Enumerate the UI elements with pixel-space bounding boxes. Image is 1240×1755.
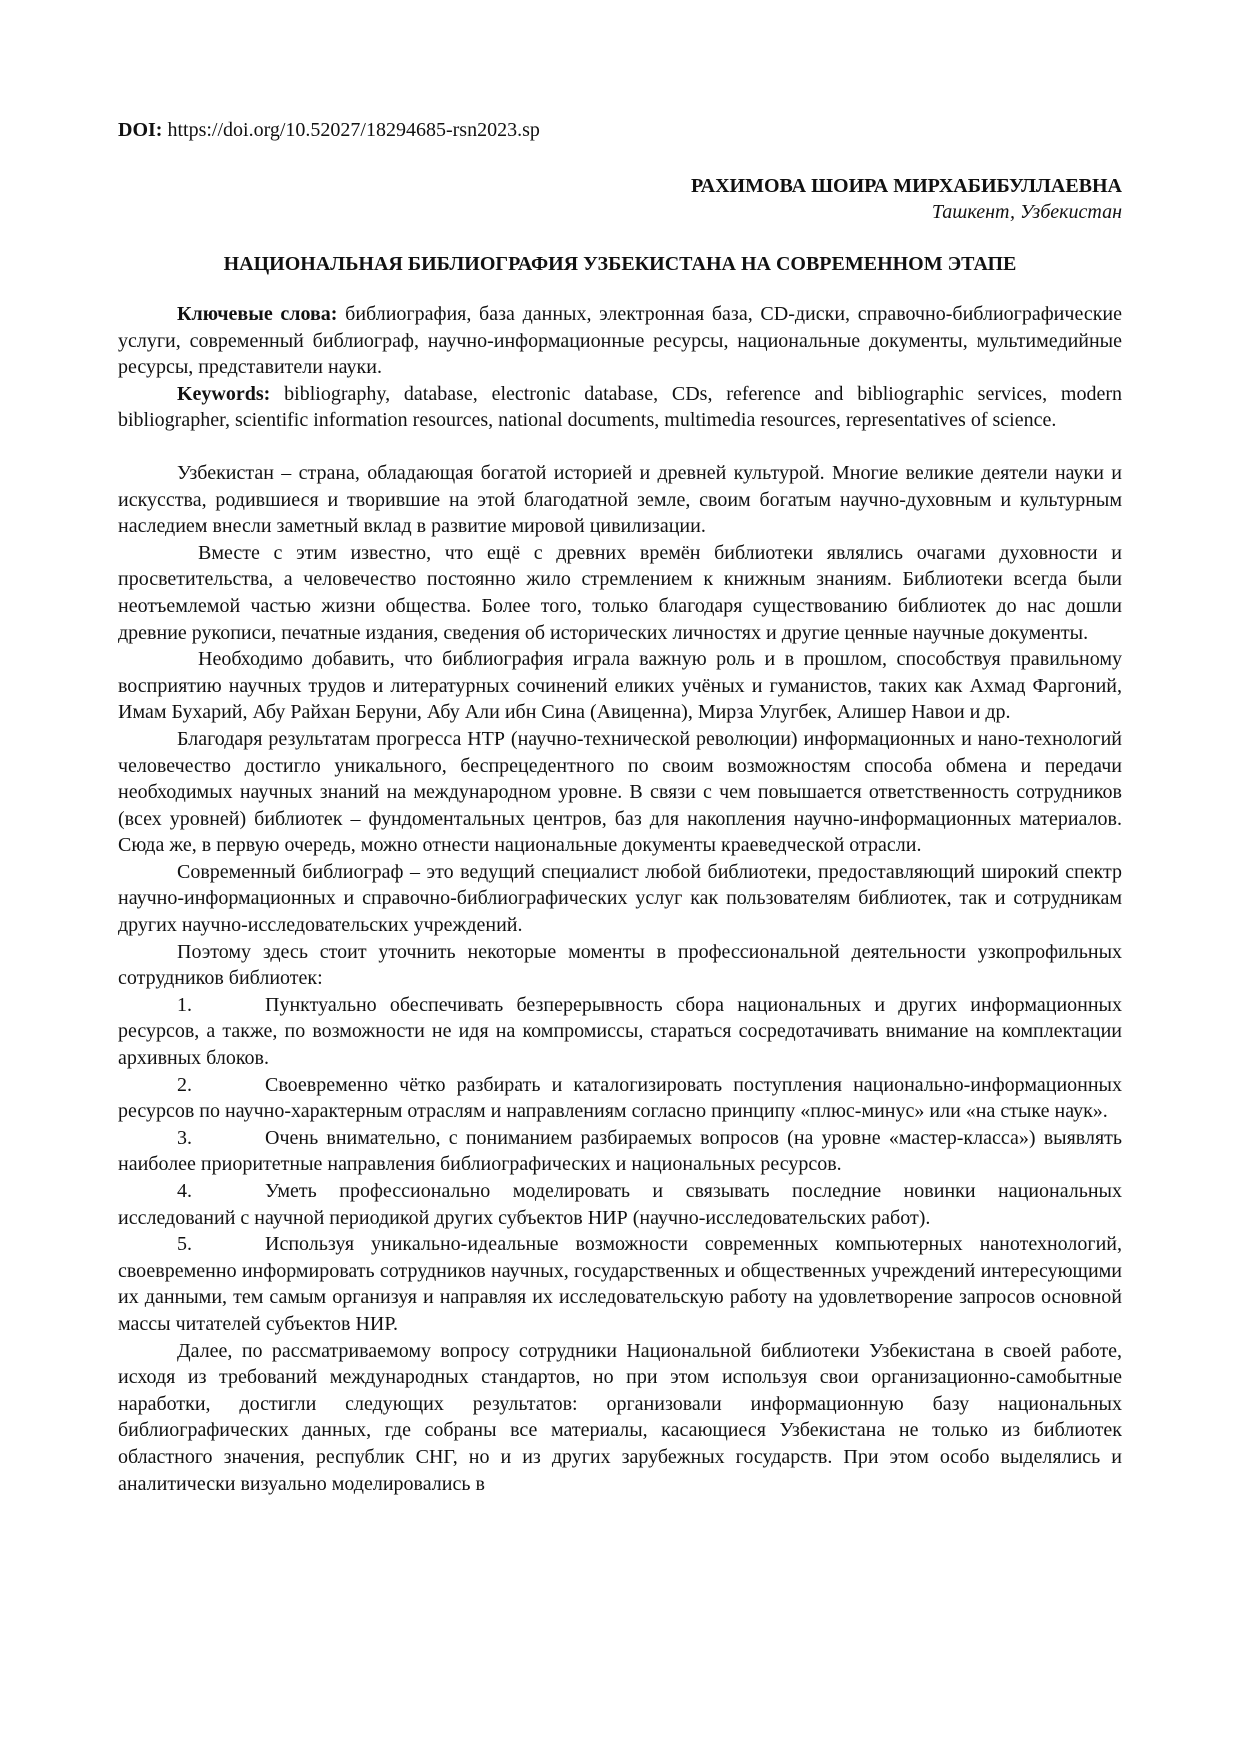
list-item-text: Своевременно чётко разбирать и каталогизировать поступления национально-информационных ресурсов по научно-характерным отраслям и направлениям согласно принципу «плюс-минус» или «на стыке наук». xyxy=(118,1073,1122,1123)
doi-label: DOI: xyxy=(118,119,163,141)
list-item-text: Уметь профессионально моделировать и связывать последние новинки национальных исследований с научной периодикой других субъектов НИР (научно-исследовательских работ). xyxy=(118,1180,1122,1229)
list-item xyxy=(118,992,1122,1072)
paragraph: Далее, по рассматриваемому вопросу сотрудники Национальной библиотеки Узбекистана в своей работе, исходя из требований международных стандартов, но при этом используя свои организационно-самобытные наработки, достигли следующих результатов: организовали информационную базу национальных библиографических данных, где собраны все материалы, касающиеся Узбекистана не только из библиотек областного значения, республик СНГ, но и из других зарубежных государств. При этом особо выделялись и аналитически визуально моделировались в xyxy=(118,1339,1122,1495)
paragraph: Узбекистан – страна, обладающая богатой историей и древней культурой. Многие великие деятели науки и искусства, родившиеся и творившие на этой благодатной земле, своим богатым научно-духовным и культурным наследием внесли заметный вклад в развитие мировой цивилизации. xyxy=(118,461,1122,538)
list-item-number: 1. xyxy=(177,993,192,1016)
doi-line xyxy=(118,117,540,143)
list-item-number: 3. xyxy=(177,1126,192,1149)
keywords-en-text: bibliography, database, electronic database, CDs, reference and bibliographic services, modern bibliographer, scientific information resources, national documents, multimedia resources, representatives of science. xyxy=(118,382,1122,432)
author-block xyxy=(691,173,1122,225)
list-item-number: 2. xyxy=(177,1073,192,1096)
paragraph: Вместе с этим известно, что ещё с древних времён библиотеки являлись очагами духовности и просветительства, а человечество постоянно жило стремлением к книжным знаниям. Библиотеки всегда были неотъемлемой частью жизни общества. Более того, только благодаря существованию библиотек до нас дошли древние рукописи, печатные издания, сведения об исторических личностях и другие ценные научные документы. xyxy=(118,541,1122,644)
paragraph: Необходимо добавить, что библиография играла важную роль и в прошлом, способствуя правильному восприятию научных трудов и литературных сочинений еликих учёных и гуманистов, таких как Ахмад Фаргоний, Имам Бухарий, Абу Райхан Беруни, Абу Али ибн Сина (Авиценна), Мирза Улугбек, Алишер Навои и др. xyxy=(118,648,1122,724)
list-item xyxy=(118,1231,1122,1337)
article-body xyxy=(118,301,1122,1497)
list-item-text: Очень внимательно, с пониманием разбираемых вопросов (на уровне «мастер-класса») выявлять наиболее приоритетные направления библиографических и национальных ресурсов. xyxy=(118,1126,1122,1176)
list-item xyxy=(118,1072,1122,1125)
article-title: НАЦИОНАЛЬНАЯ БИБЛИОГРАФИЯ УЗБЕКИСТАНА НА СОВРЕМЕННОМ ЭТАПЕ xyxy=(223,253,1017,275)
list-item-text: Используя уникально-идеальные возможности современных компьютерных нанотехнологий, своевременно информировать сотрудников научных, государственных и общественных учреждений интересующими их данными, тем самым организуя и направляя их исследовательскую работу на удовлетворение запросов основной массы читателей субъектов НИР. xyxy=(118,1233,1122,1335)
list-item xyxy=(118,1125,1122,1178)
author-location: Ташкент, Узбекистан xyxy=(931,201,1122,223)
spacer xyxy=(118,434,1122,460)
keywords-en-label: Keywords: xyxy=(177,382,271,405)
paragraph: Современный библиограф – это ведущий специалист любой библиотеки, предоставляющий широкий спектр научно-информационных и справочно-библиографических услуг как пользователям библиотек, так и сотрудникам других научно-исследовательских учреждений. xyxy=(118,860,1122,937)
list-item-number: 5. xyxy=(177,1233,192,1256)
list-item-number: 4. xyxy=(177,1180,192,1202)
keywords-ru-text: библиография, база данных, электронная база, CD-диски, справочно-библиографические услуги, современный библиограф, научно-информационные ресурсы, национальные документы, мультимедийные ресурсы, представители науки. xyxy=(118,303,1122,379)
paragraph: Поэтому здесь стоит уточнить некоторые моменты в профессиональной деятельности узкопрофильных сотрудников библиотек: xyxy=(118,940,1122,990)
author-name: РАХИМОВА ШОИРА МИРХАБИБУЛЛАЕВНА xyxy=(691,175,1122,197)
keywords-ru xyxy=(118,301,1122,381)
list-item xyxy=(118,1178,1122,1231)
doi-link[interactable]: https://doi.org/10.52027/18294685-rsn2023.sp xyxy=(167,119,540,141)
paragraph: Благодаря результатам прогресса НТР (научно-технической революции) информационных и нано-технологий человечество достигло уникального, беспрецедентного по своим возможностям способа обмена и передачи необходимых научных знаний на международном уровне. В связи с чем повышается ответственность сотрудников (всех уровней) библиотек – фундоментальных центров, баз для накопления научно-информационных материалов. Сюда же, в первую очередь, можно отнести национальные документы краеведческой отрасли. xyxy=(118,727,1122,857)
keywords-en xyxy=(118,381,1122,434)
list-item-text: Пунктуально обеспечивать безперерывность сбора национальных и других информационных ресурсов, а также, по возможности не идя на компромиссы, стараться сосредотачивать внимание на комплектации архивных блоков. xyxy=(118,993,1122,1070)
keywords-ru-label: Ключевые слова: xyxy=(177,303,338,325)
